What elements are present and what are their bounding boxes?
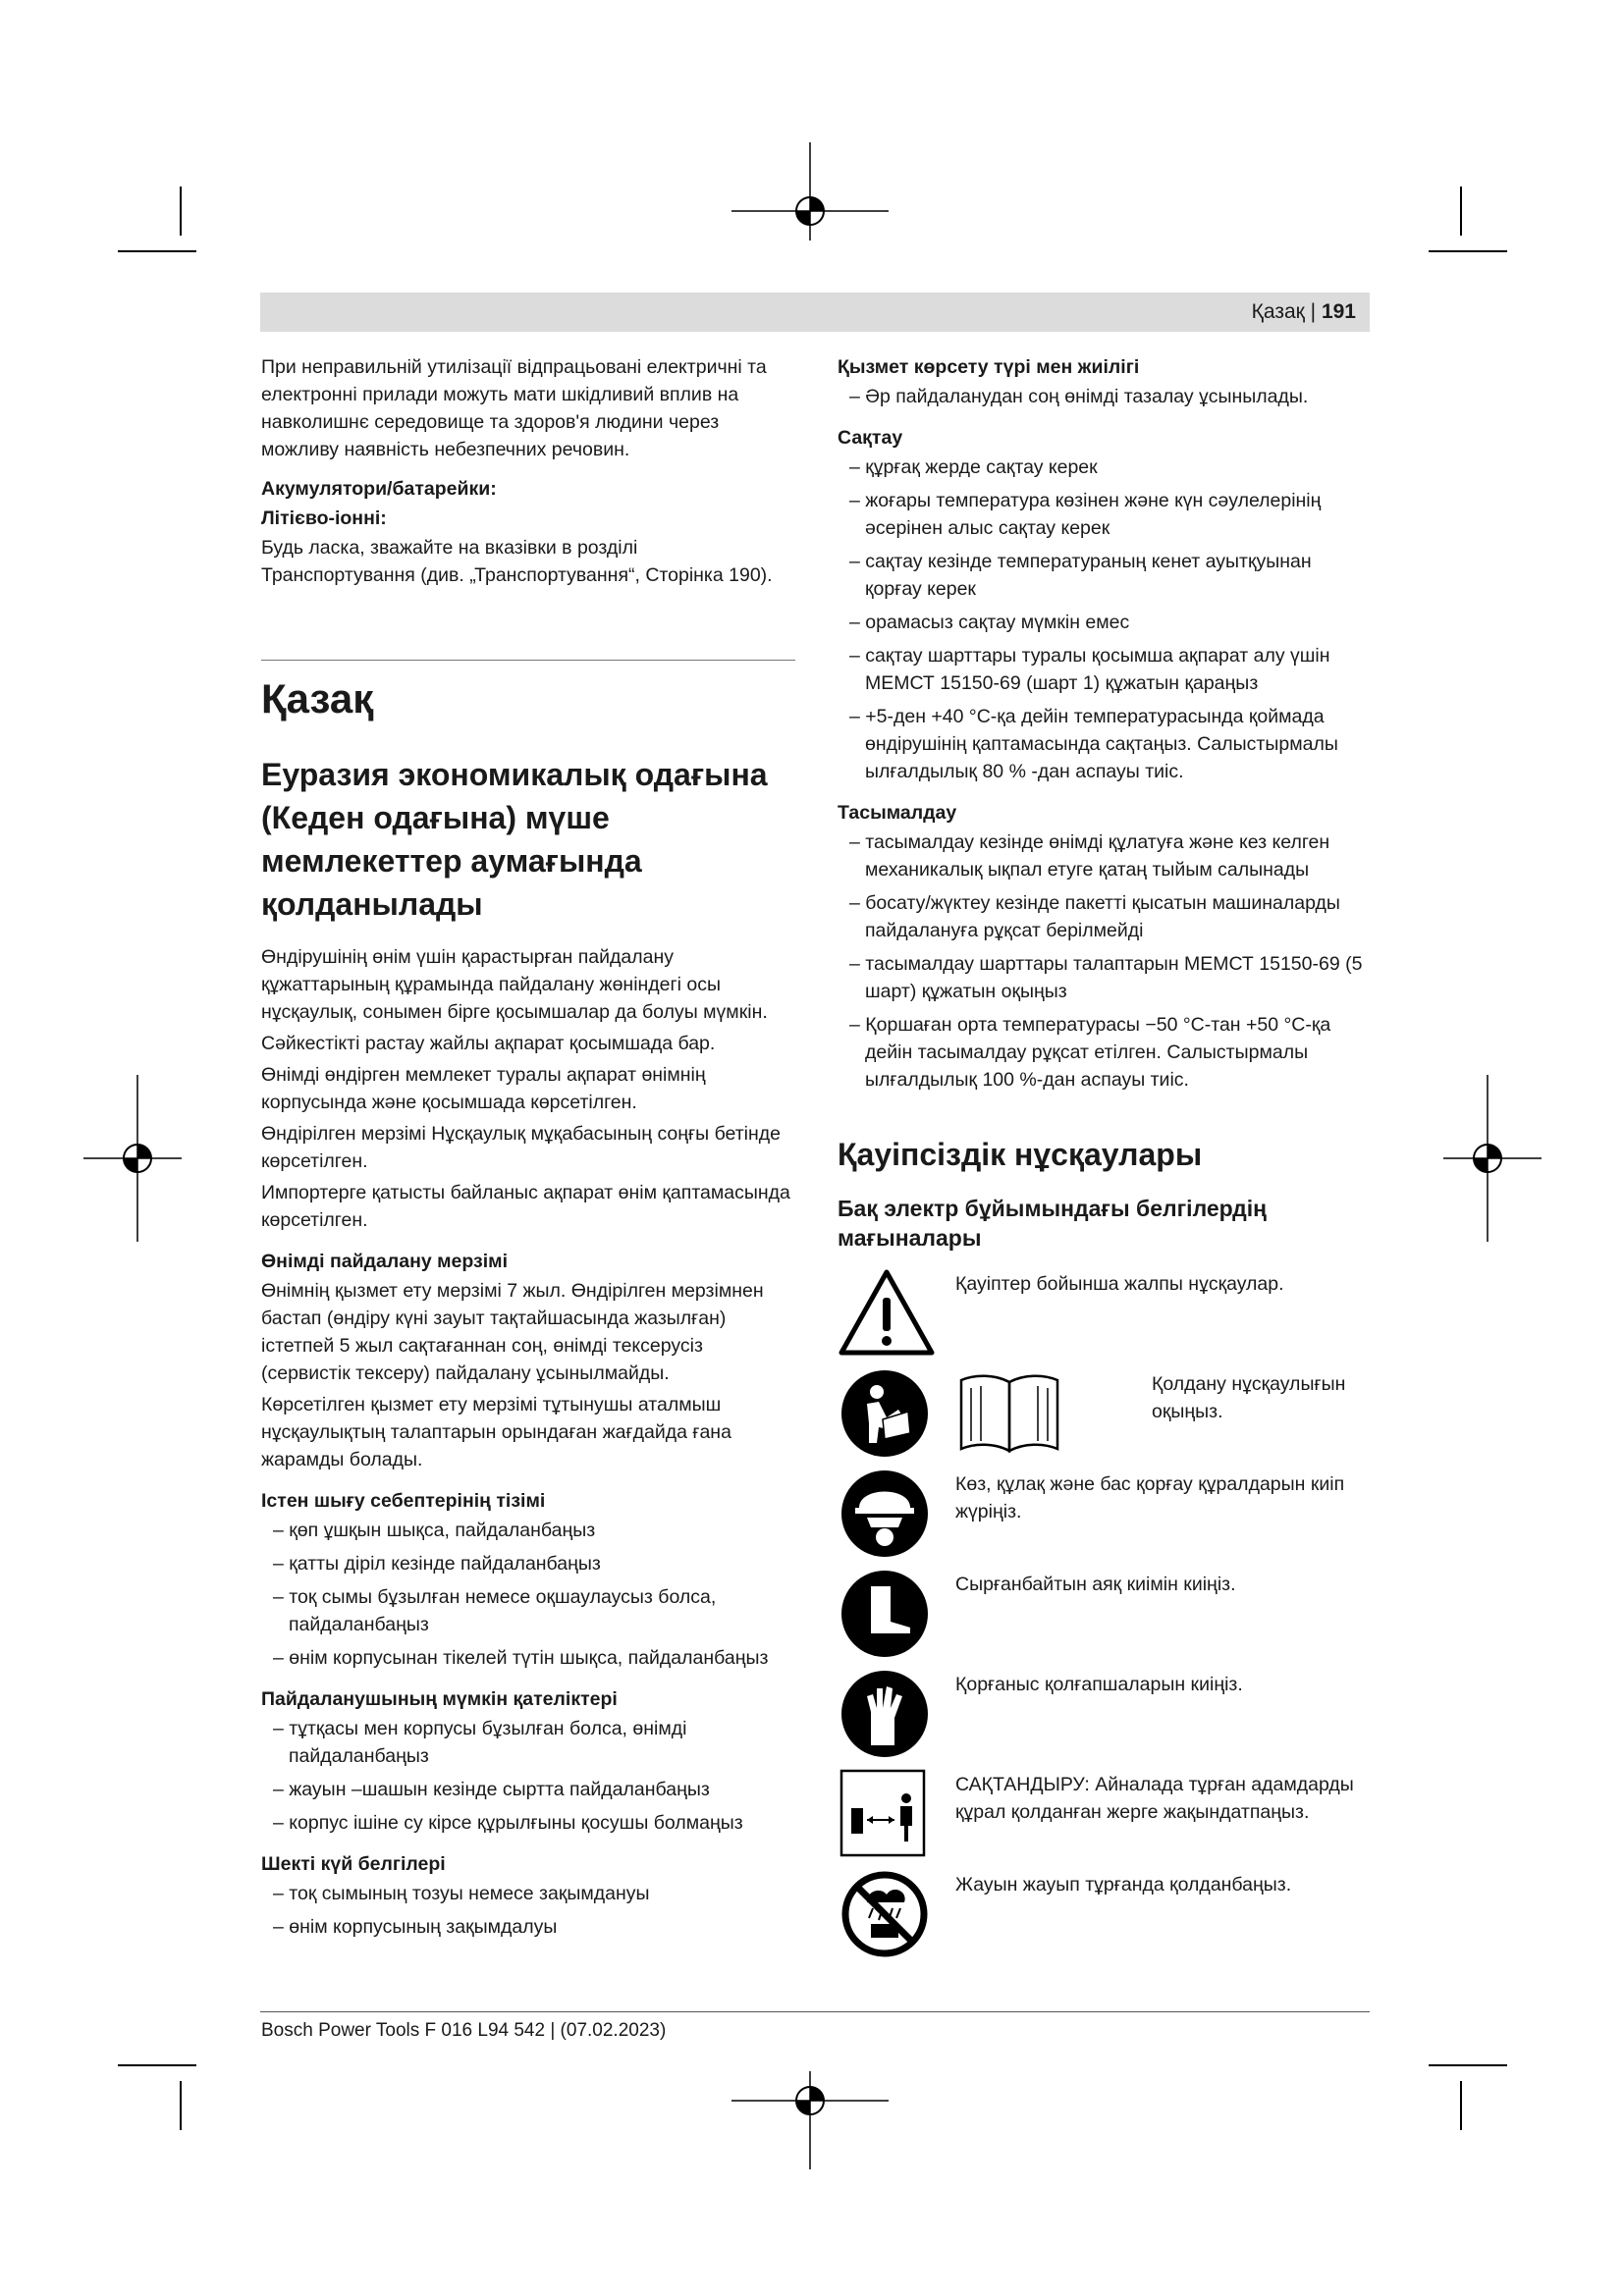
list-item: – жауын –шашын кезінде сыртта пайдаланбаңыз — [261, 1776, 791, 1803]
list-item: – Қоршаған орта температурасы −50 °C-тан +50 °C-қа дейін тасымалдау рұқсат етілген. Салыстырмалы ылғалдылық 100 %-дан аспауы тиіс. — [838, 1011, 1373, 1094]
list-item: – өнім корпусының зақымдалуы — [261, 1913, 791, 1941]
list-item: – сақтау кезінде температураның кенет ауытқуынан қорғау керек — [838, 548, 1373, 603]
crop-mark — [118, 250, 196, 252]
page-header — [260, 293, 1370, 332]
symbols-title: Бақ электр бұйымындағы белгілердің мағыналары — [838, 1196, 1268, 1251]
intro-paragraph: Өнімді өндірген мемлекет туралы ақпарат өнімнің корпусында және қосымшада көрсетілген. — [261, 1064, 706, 1113]
left-column — [261, 353, 791, 1947]
crop-mark — [180, 2081, 182, 2130]
list-item: – +5-ден +40 °C-қа дейін температурасында қоймада өндірушінің қаптамасында сақтаңыз. Салыстырмалы ылғалдылық 80 % -дан аспауы тиіс. — [838, 703, 1373, 785]
list-item: – орамасыз сақтау мүмкін емес — [838, 609, 1373, 636]
list-item: – тоқ сымы бұзылған немесе оқшаулаусыз болса, пайдаланбаңыз — [261, 1583, 791, 1638]
maintenance-heading: Қызмет көрсету түрі мен жиілігі — [838, 356, 1140, 378]
symbol-row — [838, 1769, 1373, 1857]
intro-paragraph: Сәйкестікті растау жайлы ақпарат қосымшада бар. — [261, 1033, 716, 1054]
header-section: Қазақ — [1251, 300, 1305, 323]
keep-distance-icon — [838, 1769, 936, 1857]
language-title: Қазақ — [261, 675, 374, 721]
registration-mark-icon — [731, 2071, 889, 2169]
service-life-paragraph: Өнімнің қызмет ету мерзімі 7 жыл. Өндірілген мерзімнен бастап (өндіру күні зауыт тақтайшасында жазылған) істетпей 5 жыл сақтағаннан соң, өнімді тексерусіз (сервистік тексеру) пайдалану ұсынылмайды. — [261, 1280, 764, 1384]
intro-paragraph: Импортерге қатысты байланыс ақпарат өнім қаптамасында көрсетілген. — [261, 1182, 790, 1231]
list-item: – қөп ұшқын шықса, пайдаланбаңыз — [261, 1517, 791, 1544]
gloves-icon — [838, 1669, 936, 1757]
symbol-description: Қорғаныс қолғапшаларын киіңіз. — [955, 1674, 1243, 1695]
right-column — [838, 353, 1373, 1969]
ua-batteries-heading: Акумулятори/батарейки: — [261, 478, 497, 500]
transport-list — [838, 828, 1373, 1094]
list-item: – жоғары температура көзінен және күн сәулелерінің әсерінен алыс сақтау керек — [838, 487, 1373, 542]
symbol-row — [838, 1368, 1373, 1457]
list-item: – Әр пайдаланудан соң өнімді тазалау ұсынылады. — [838, 383, 1373, 410]
safety-title: Қауіпсіздік нұсқаулары — [838, 1137, 1203, 1172]
symbol-row — [838, 1468, 1373, 1557]
head-protection-icon — [838, 1468, 936, 1557]
crop-mark — [180, 187, 182, 236]
symbol-description: Қолдану нұсқаулығын оқыңыз. — [1152, 1373, 1346, 1422]
ua-liion-text: Будь ласка, зважайте на вказівки в розділі Транспортування (див. „Транспортування“, Сторінка 190). — [261, 537, 773, 586]
crop-mark — [1460, 187, 1462, 236]
limit-state-heading: Шекті күй белгілері — [261, 1853, 446, 1875]
service-life-heading: Өнімді пайдалану мерзімі — [261, 1251, 508, 1272]
crop-mark — [1460, 2081, 1462, 2130]
symbol-row — [838, 1268, 1373, 1357]
intro-paragraph: Өндірушінің өнім үшін қарастырған пайдалану құжаттарының құрамында пайдалану жөніндегі осы нұсқаулық, сонымен бірге қосымшалар да болуы мүмкін. — [261, 946, 768, 1023]
failure-list — [261, 1517, 791, 1672]
symbol-description: Көз, құлақ және бас қорғау құралдарын киіп жүріңіз. — [955, 1473, 1345, 1522]
list-item: – өнім корпусынан тікелей түтін шықса, пайдаланбаңыз — [261, 1644, 791, 1672]
no-rain-icon — [838, 1869, 936, 1957]
eaeu-title: Еуразия экономикалық одағына (Кеден одағына) мүше мемлекеттер аумағында қолданылады — [261, 757, 768, 922]
ua-disposal-paragraph: При неправильній утилізації відпрацьовані електричні та електронні прилади можуть мати шкідливий вплив на навколишнє середовище та здоров'я людини через можливу наявність небезпечних речовин. — [261, 356, 767, 460]
list-item: – сақтау шарттары туралы қосымша ақпарат алу үшін МЕМСТ 15150-69 (шарт 1) құжатын қараңыз — [838, 642, 1373, 697]
page-number: 191 — [1321, 300, 1356, 323]
symbol-description: Қауіптер бойынша жалпы нұсқаулар. — [955, 1273, 1284, 1295]
list-item: – тасымалдау кезінде өнімді құлатуға және кез келген механикалық ықпал етуге қатаң тыйым салынады — [838, 828, 1373, 883]
symbol-row — [838, 1869, 1373, 1957]
limit-state-list — [261, 1880, 791, 1941]
list-item: – тасымалдау шарттары талаптарын МЕМСТ 15150-69 (5 шарт) құжатын оқыңыз — [838, 950, 1373, 1005]
storage-list — [838, 454, 1373, 785]
failure-heading: Істен шығу себептерінің тізімі — [261, 1490, 546, 1512]
intro-paragraph: Өндірілген мерзімі Нұсқаулық мұқабасының соңғы бетінде көрсетілген. — [261, 1123, 781, 1172]
errors-heading: Пайдаланушының мүмкін қателіктері — [261, 1688, 618, 1710]
crop-mark — [1429, 250, 1507, 252]
safety-boots-icon — [838, 1569, 936, 1657]
symbol-description: САҚТАНДЫРУ: Айналада тұрған адамдарды құрал қолданған жерге жақындатпаңыз. — [955, 1774, 1354, 1823]
warning-triangle-icon — [838, 1268, 936, 1357]
open-book-icon — [955, 1368, 1063, 1457]
registration-mark-icon — [1443, 1075, 1542, 1242]
ua-liion-heading: Літієво-іонні: — [261, 507, 387, 529]
crop-mark — [1429, 2064, 1507, 2066]
section-divider — [261, 660, 795, 661]
errors-list — [261, 1715, 791, 1837]
list-item: – босату/жүктеу кезінде пакетті қысатын машиналарды пайдалануға рұқсат берілмейді — [838, 889, 1373, 944]
read-manual-icon — [838, 1368, 936, 1457]
list-item: – тоқ сымының тозуы немесе зақымдануы — [261, 1880, 791, 1907]
list-item: – құрғақ жерде сақтау керек — [838, 454, 1373, 481]
symbol-row — [838, 1669, 1373, 1757]
footer-divider — [260, 2011, 1370, 2012]
header-text: Қазақ | 191 — [1251, 300, 1356, 323]
crop-mark — [118, 2064, 196, 2066]
transport-heading: Тасымалдау — [838, 802, 957, 824]
symbol-row — [838, 1569, 1373, 1657]
symbol-description: Жауын жауып тұрғанда қолданбаңыз. — [955, 1874, 1292, 1896]
service-life-paragraph: Көрсетілген қызмет ету мерзімі тұтынушы аталмыш нұсқаулықтың талаптарын орындаған жағдайда ғана жарамды болады. — [261, 1394, 731, 1470]
list-item: – қатты діріл кезінде пайдаланбаңыз — [261, 1550, 791, 1577]
list-item: – тұтқасы мен корпусы бұзылған болса, өнімді пайдаланбаңыз — [261, 1715, 791, 1770]
maintenance-list — [838, 383, 1373, 410]
registration-mark-icon — [731, 142, 889, 240]
list-item: – корпус ішіне су кірсе құрылғыны қосушы болмаңыз — [261, 1809, 791, 1837]
footer-text: Bosch Power Tools F 016 L94 542 | (07.02.2023) — [261, 2020, 667, 2041]
symbol-description: Сырғанбайтын аяқ киімін киіңіз. — [955, 1574, 1236, 1595]
registration-mark-icon — [83, 1075, 182, 1242]
storage-heading: Сақтау — [838, 427, 903, 449]
